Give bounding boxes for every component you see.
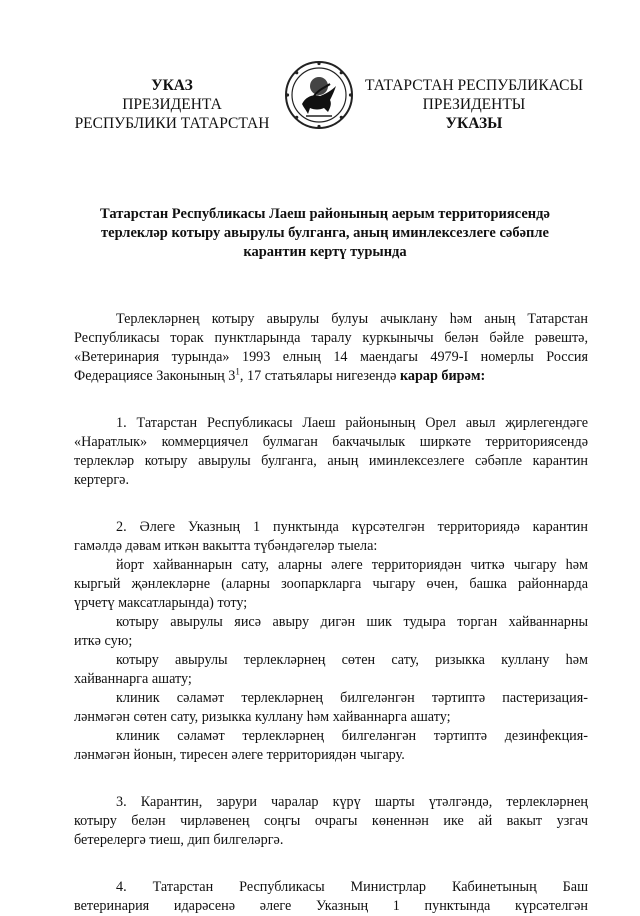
item4-line-1: 4. Татарстан Республикасы Министрлар Кабинетының Баш <box>116 879 588 895</box>
preamble-superscript: 1 <box>235 366 240 377</box>
item2-sub2-line-1: котыру авырулы яисә авыру дигән шик тудыра торган хайваннарны <box>116 614 588 630</box>
item2-sub5-line-2: ләнмәгән йонын, тиресен әлеге территориядән чыгару. <box>74 747 405 763</box>
item3-line-2: котыру белән чирләвенең соңгы очрагы көненнән ике ай вакыт узгач <box>74 813 588 829</box>
decree-title <box>66 205 584 262</box>
preamble-resolution: карар бирәм: <box>399 368 486 384</box>
item-2 <box>74 518 588 765</box>
item1-line-1: 1. Татарстан Республикасы Лаеш районының Орел авыл җирлегендәге <box>116 415 588 431</box>
decree-body <box>74 310 588 916</box>
preamble-line-4 <box>74 367 588 386</box>
preamble-line-2: Республикасы торак пунктларында таралу куркынычы белән бәйле рәвештә, <box>74 330 588 346</box>
item2-sub1-line-2: кыргый җәнлекләрне (аларны зоопаркларга чыгару өчен, башка районнарда <box>74 576 588 592</box>
item-3 <box>74 793 588 850</box>
item2-sub4-line-2: ләнмәгән сөтен сату, ризыкка куллану һәм хайваннарга ашату; <box>74 709 451 725</box>
item2-line-1: 2. Әлеге Указның 1 пунктында күрсәтелгән территориядә карантин <box>116 519 588 535</box>
item1-line-3: терлекләр котыру авырулы булганга, аның иминлексезлеге сәбәпле карантин <box>74 453 588 469</box>
item4-line-2: ветеринария идарәсенә әлеге Указның 1 пунктында күрсәтелгән <box>74 898 588 914</box>
preamble <box>74 310 588 386</box>
header-right-line-3: УКАЗЫ <box>445 115 503 132</box>
item1-line-2: «Наратлык» коммерциячел булмаган бакчачылык ширкәте территориясендә <box>74 434 588 450</box>
title-line-2: терлекләр котыру авырулы булганга, аның иминлексезлеге сәбәпле <box>101 225 549 241</box>
item2-sub3-line-1: котыру авырулы терлекләрнең сөтен сату, ризыкка куллану һәм <box>116 652 588 668</box>
header-russian <box>74 76 270 133</box>
preamble-line-1: Терлекләрнең котыру авырулы булуы ачыклану һәм аның Татарстан <box>116 311 588 327</box>
header-right-line-2: ПРЕЗИДЕНТЫ <box>422 96 526 113</box>
header-left-line-1: УКАЗ <box>151 77 193 94</box>
item-1 <box>74 414 588 490</box>
preamble-line-3: «Ветеринария турында» 1993 елның 14 маендагы 4979-I номерлы Россия <box>74 349 588 365</box>
header-left-line-3: РЕСПУБЛИКИ ТАТАРСТАН <box>74 115 270 132</box>
preamble-line-4-tail: , 17 статьялары нигезендә <box>239 368 400 384</box>
tatarstan-coat-of-arms-icon <box>284 60 354 130</box>
item2-sub2-line-2: иткә сую; <box>74 633 133 649</box>
item2-sub3-line-2: хайваннарга ашату; <box>74 671 192 687</box>
header-left-line-2: ПРЕЗИДЕНТА <box>122 96 222 113</box>
header-right-line-1: ТАТАРСТАН РЕСПУБЛИКАСЫ <box>365 77 583 94</box>
item-4 <box>74 878 588 916</box>
header-tatar <box>362 76 586 133</box>
item2-sub4-line-1: клиник сәламәт терлекләрнең билгеләнгән тәртиптә пастеризация- <box>116 690 588 706</box>
item3-line-3: бетерелергә тиеш, дип билгеләргә. <box>74 832 284 848</box>
item3-line-1: 3. Карантин, зарури чаралар күрү шарты үтәлгәндә, терлекләрнең <box>116 794 588 810</box>
item2-sub1-line-3: үрчетү максатларында) тоту; <box>74 595 248 611</box>
item2-sub5-line-1: клиник сәламәт терлекләрнең билгеләнгән тәртиптә дезинфекция- <box>116 728 588 744</box>
preamble-line-4-start: Федерациясе Законының 3 <box>74 368 236 384</box>
title-line-3: карантин кертү турында <box>243 244 407 260</box>
item1-line-4: кертергә. <box>74 472 129 488</box>
title-line-1: Татарстан Республикасы Лаеш районының аерым территориясендә <box>100 206 550 222</box>
item2-sub1-line-1: йорт хайваннарын сату, аларны әлеге территориядән читкә чыгару һәм <box>116 557 588 573</box>
item2-line-2: гамәлдә дәвам иткән вакытта түбәндәгеләр тыела: <box>74 538 378 554</box>
